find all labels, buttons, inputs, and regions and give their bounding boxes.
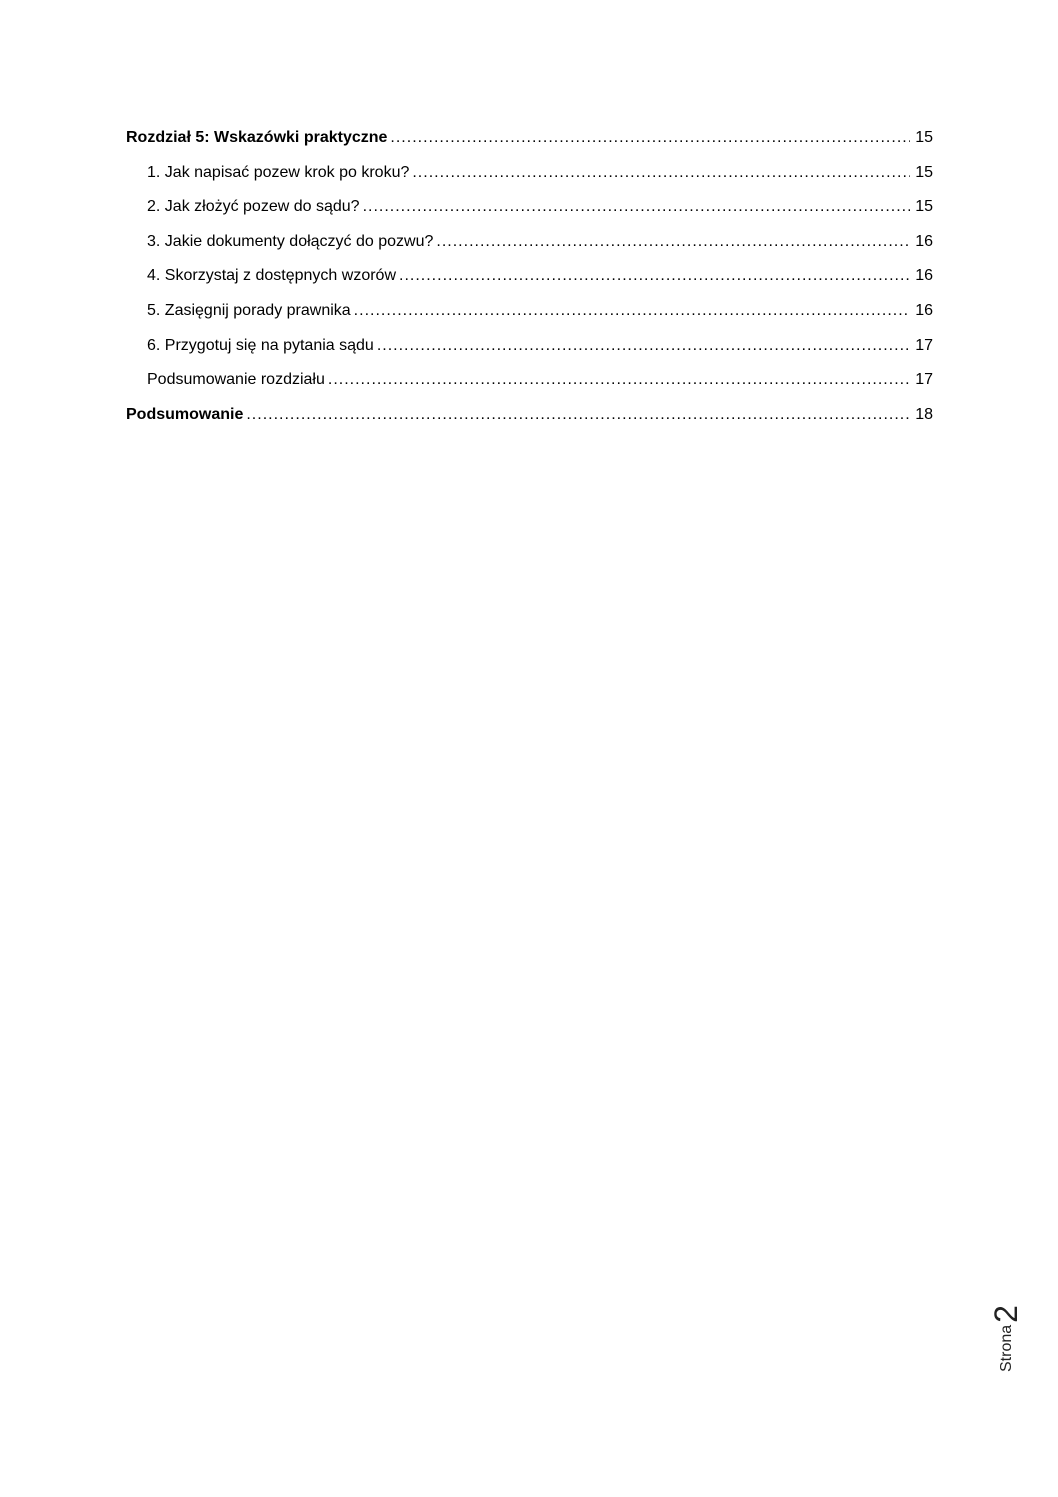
toc-entry-section-6[interactable] [126,332,933,367]
toc-entry-page: 16 [915,301,933,319]
table-of-contents [126,124,933,435]
toc-entry-chapter-5[interactable] [126,124,933,159]
toc-entry-label: 6. Przygotuj się na pytania sądu [147,336,374,354]
page-footer [972,1282,1022,1372]
toc-entry-label: Podsumowanie rozdziału [147,371,325,389]
toc-dot-leader [377,332,910,360]
toc-entry-label: 5. Zasięgnij porady prawnika [147,301,351,319]
toc-entry-section-4[interactable] [126,262,933,297]
toc-dot-leader [390,124,910,152]
toc-dot-leader [399,262,910,290]
toc-dot-leader [354,297,910,325]
toc-entry-summary[interactable] [126,401,933,436]
toc-entry-label: 4. Skorzystaj z dostępnych wzorów [147,267,396,285]
toc-entry-page: 16 [915,267,933,285]
toc-entry-chapter-summary[interactable] [126,366,933,401]
toc-dot-leader [246,401,910,429]
page-number: 2 [988,1305,1024,1323]
toc-entry-label: 3. Jakie dokumenty dołączyć do pozwu? [147,232,434,250]
toc-entry-page: 17 [915,371,933,389]
toc-entry-section-1[interactable] [126,159,933,194]
toc-entry-section-2[interactable] [126,193,933,228]
toc-entry-page: 15 [915,163,933,181]
toc-entry-page: 15 [915,129,933,146]
page-label: Strona [998,1324,1015,1372]
toc-entry-label: Podsumowanie [126,405,244,423]
toc-entry-section-5[interactable] [126,297,933,332]
toc-entry-page: 17 [915,336,933,354]
toc-dot-leader [436,228,910,256]
toc-entry-page: 16 [915,232,933,250]
toc-entry-label: Rozdział 5: Wskazówki praktyczne [126,129,388,146]
toc-entry-label: 1. Jak napisać pozew krok po kroku? [147,163,410,181]
toc-entry-label: 2. Jak złożyć pozew do sądu? [147,198,360,216]
toc-dot-leader [412,159,910,187]
toc-dot-leader [328,366,910,394]
page-number-block [972,1282,1022,1372]
toc-dot-leader [363,193,910,221]
toc-entry-page: 15 [915,198,933,216]
toc-entry-section-3[interactable] [126,228,933,263]
toc-entry-page: 18 [915,405,933,423]
